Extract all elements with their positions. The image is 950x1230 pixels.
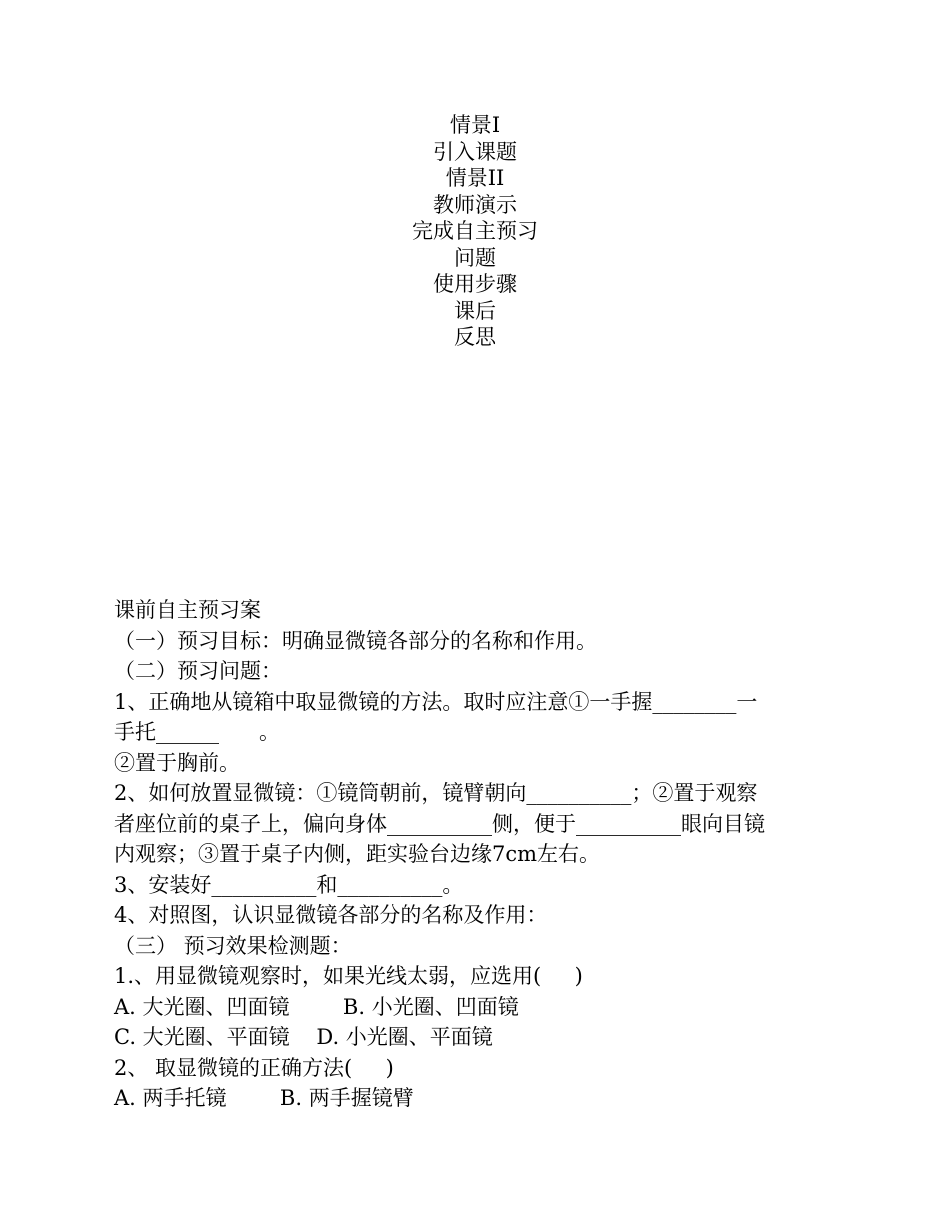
test-question-2: 2、 取显微镜的正确方法( ) <box>114 1055 394 1080</box>
section-goal: （一）预习目标：明确显微镜各部分的名称和作用。 <box>114 628 597 653</box>
section-questions-heading: （二）预习问题： <box>114 659 282 683</box>
question-1-line-1: 1、正确地从镜箱中取显微镜的方法。取时应注意①一手握________一 <box>114 689 758 714</box>
question-1-line-2: 手托______ 。 <box>114 720 281 744</box>
test-question-2-options: A. 两手托镜 B. 两手握镜臂 <box>114 1086 414 1110</box>
test-question-1-options-a-b: A. 大光圈、凹面镜 B. 小光圈、凹面镜 <box>114 994 519 1019</box>
worksheet-title: 课前自主预习案 <box>114 598 261 622</box>
flow-label-scene-1: 情景I <box>449 113 501 137</box>
question-4: 4、对照图，认识显微镜各部分的名称及作用： <box>114 903 548 927</box>
question-2-line-2: 者座位前的桌子上，偏向身体__________侧，便于__________眼向目镜 <box>114 811 765 836</box>
question-2-line-1: 2、如何放置显微镜：①镜筒朝前，镜臂朝向__________；②置于观察 <box>114 781 758 805</box>
test-question-1: 1.、用显微镜观察时，如果光线太弱，应选用( ) <box>114 964 583 988</box>
flow-label-scene-2: 情景II <box>445 166 505 190</box>
flow-label-usage-steps: 使用步骤 <box>433 272 517 296</box>
flow-label-questions: 问题 <box>454 245 496 270</box>
test-question-1-options-c-d: C. 大光圈、平面镜 D. 小光圈、平面镜 <box>114 1025 493 1049</box>
flow-label-teacher-demo: 教师演示 <box>433 192 517 217</box>
question-1-line-3: ②置于胸前。 <box>114 750 240 775</box>
flow-labels <box>0 112 950 351</box>
preview-worksheet <box>114 595 844 1114</box>
flow-label-after-class: 课后 <box>454 298 496 323</box>
section-test-heading: （三） 预习效果检测题： <box>114 933 352 958</box>
question-3: 3、安装好__________和__________。 <box>114 872 464 897</box>
question-2-line-3: 内观察；③置于桌子内侧，距实验台边缘7cm左右。 <box>114 842 601 866</box>
flow-label-reflection: 反思 <box>454 325 496 349</box>
flow-label-introduce-topic: 引入课题 <box>433 139 517 164</box>
flow-label-complete-preview: 完成自主预习 <box>412 219 538 243</box>
